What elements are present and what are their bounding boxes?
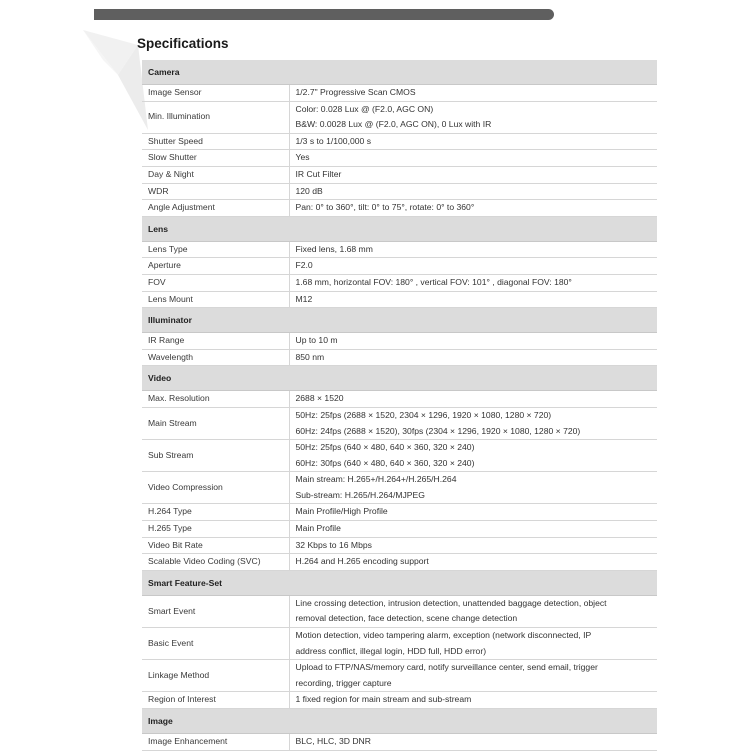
spec-label: Slow Shutter — [142, 150, 289, 167]
spec-value — [289, 472, 657, 504]
spec-value — [289, 440, 657, 472]
spec-value-line: 1/3 s to 1/100,000 s — [295, 135, 371, 146]
spec-row — [142, 241, 657, 258]
section-header — [142, 709, 657, 734]
spec-value — [289, 692, 657, 709]
spec-value-line: Fixed lens, 1.68 mm — [295, 243, 373, 254]
spec-value — [289, 101, 657, 133]
spec-label: Image Enhancement — [142, 734, 289, 751]
spec-value — [289, 333, 657, 350]
section-title: Illuminator — [142, 308, 657, 333]
spec-row — [142, 504, 657, 521]
spec-value — [289, 628, 657, 660]
spec-row — [142, 274, 657, 291]
spec-value-line: 50Hz: 25fps (640 × 480, 640 × 360, 320 × 240) — [295, 442, 475, 453]
spec-label: WDR — [142, 183, 289, 200]
spec-value-line: Pan: 0° to 360°, tilt: 0° to 75°, rotate: 0° to 360° — [295, 202, 475, 213]
spec-value-line: Motion detection, video tampering alarm, exception (network disconnected, IP — [295, 630, 592, 641]
spec-label: Sub Stream — [142, 440, 289, 472]
spec-value — [289, 133, 657, 150]
spec-label: Basic Event — [142, 628, 289, 660]
spec-value — [289, 258, 657, 275]
spec-row — [142, 183, 657, 200]
spec-label: Image Sensor — [142, 85, 289, 102]
spec-value-line: Sub-stream: H.265/H.264/MJPEG — [295, 489, 425, 500]
spec-row — [142, 258, 657, 275]
spec-label: Main Stream — [142, 407, 289, 439]
spec-label: Lens Mount — [142, 291, 289, 308]
spec-value-line: recording, trigger capture — [295, 677, 392, 688]
spec-value — [289, 537, 657, 554]
spec-value-line: Yes — [295, 152, 310, 163]
spec-label: H.264 Type — [142, 504, 289, 521]
section-header — [142, 308, 657, 333]
spec-value-line: Main Profile — [295, 523, 341, 534]
spec-value-line: M12 — [295, 293, 313, 304]
spec-row — [142, 407, 657, 439]
spec-row — [142, 660, 657, 692]
spec-row — [142, 472, 657, 504]
spec-value — [289, 349, 657, 366]
spec-value — [289, 554, 657, 571]
spec-value-line: 60Hz: 30fps (640 × 480, 640 × 360, 320 × 240) — [295, 457, 475, 468]
spec-label: Max. Resolution — [142, 391, 289, 408]
spec-row — [142, 150, 657, 167]
section-header — [142, 216, 657, 241]
spec-label: Aperture — [142, 258, 289, 275]
spec-label: Angle Adjustment — [142, 200, 289, 217]
spec-value-line: 50Hz: 25fps (2688 × 1520, 2304 × 1296, 1920 × 1080, 1280 × 720) — [295, 409, 552, 420]
spec-value — [289, 660, 657, 692]
spec-value — [289, 291, 657, 308]
spec-value — [289, 241, 657, 258]
spec-value — [289, 407, 657, 439]
spec-row — [142, 391, 657, 408]
section-title: Image — [142, 709, 657, 734]
page-title: Specifications — [137, 36, 229, 51]
spec-value — [289, 183, 657, 200]
spec-value-line: 1/2.7" Progressive Scan CMOS — [295, 87, 416, 97]
spec-table — [142, 60, 657, 751]
spec-value-line: BLC, HLC, 3D DNR — [295, 736, 371, 746]
spec-value-line: 60Hz: 24fps (2688 × 1520), 30fps (2304 × 1296, 1920 × 1080, 1280 × 720) — [295, 425, 581, 436]
spec-value-line: 1.68 mm, horizontal FOV: 180° , vertical FOV: 101° , diagonal FOV: 180° — [295, 276, 572, 287]
spec-row — [142, 166, 657, 183]
spec-value — [289, 595, 657, 627]
spec-value-line: Line crossing detection, intrusion detection, unattended baggage detection, object — [295, 597, 607, 608]
spec-value — [289, 166, 657, 183]
spec-value-line: address conflict, illegal login, HDD full, HDD error) — [295, 645, 487, 656]
spec-value — [289, 391, 657, 408]
spec-row — [142, 734, 657, 751]
spec-value — [289, 734, 657, 751]
section-title: Video — [142, 366, 657, 391]
spec-value-line: Upload to FTP/NAS/memory card, notify surveillance center, send email, trigger — [295, 662, 598, 673]
spec-label: H.265 Type — [142, 521, 289, 538]
spec-label: Wavelength — [142, 349, 289, 366]
section-header — [142, 366, 657, 391]
spec-value-line: Up to 10 m — [295, 335, 338, 346]
header-bar — [94, 9, 554, 20]
section-title: Smart Feature-Set — [142, 570, 657, 595]
spec-value-line: F2.0 — [295, 260, 313, 271]
spec-row — [142, 537, 657, 554]
spec-value-line: 850 nm — [295, 351, 325, 362]
spec-label: Scalable Video Coding (SVC) — [142, 554, 289, 571]
spec-label: IR Range — [142, 333, 289, 350]
spec-value-line: 1 fixed region for main stream and sub-stream — [295, 694, 472, 705]
spec-value-line: B&W: 0.0028 Lux @ (F2.0, AGC ON), 0 Lux with IR — [295, 119, 492, 130]
spec-label: Smart Event — [142, 595, 289, 627]
spec-row — [142, 291, 657, 308]
spec-label: Day & Night — [142, 166, 289, 183]
section-title: Camera — [142, 60, 657, 85]
spec-value-line: 2688 × 1520 — [295, 393, 344, 404]
spec-row — [142, 595, 657, 627]
spec-row — [142, 133, 657, 150]
section-header — [142, 60, 657, 85]
spec-row — [142, 554, 657, 571]
spec-label: Linkage Method — [142, 660, 289, 692]
spec-row — [142, 101, 657, 133]
spec-label: Lens Type — [142, 241, 289, 258]
spec-value-line: Color: 0.028 Lux @ (F2.0, AGC ON) — [295, 103, 434, 114]
spec-row — [142, 333, 657, 350]
spec-value-line: IR Cut Filter — [295, 168, 342, 179]
spec-value-line: 120 dB — [295, 185, 323, 196]
spec-value — [289, 200, 657, 217]
spec-label: Region of Interest — [142, 692, 289, 709]
spec-row — [142, 440, 657, 472]
spec-value-line: H.264 and H.265 encoding support — [295, 556, 429, 567]
spec-value — [289, 274, 657, 291]
spec-row — [142, 85, 657, 102]
spec-row — [142, 349, 657, 366]
spec-row — [142, 521, 657, 538]
spec-label: FOV — [142, 274, 289, 291]
spec-value — [289, 85, 657, 102]
spec-label: Min. Illumination — [142, 101, 289, 133]
section-header — [142, 570, 657, 595]
section-title: Lens — [142, 216, 657, 241]
spec-row — [142, 200, 657, 217]
spec-label: Shutter Speed — [142, 133, 289, 150]
spec-value — [289, 521, 657, 538]
spec-value-line: removal detection, face detection, scene change detection — [295, 613, 518, 624]
spec-label: Video Compression — [142, 472, 289, 504]
spec-value-line: Main stream: H.265+/H.264+/H.265/H.264 — [295, 474, 457, 485]
spec-value-line: 32 Kbps to 16 Mbps — [295, 539, 372, 550]
spec-row — [142, 628, 657, 660]
spec-label: Video Bit Rate — [142, 537, 289, 554]
spec-value — [289, 504, 657, 521]
spec-value-line: Main Profile/High Profile — [295, 506, 388, 517]
spec-value — [289, 150, 657, 167]
spec-row — [142, 692, 657, 709]
